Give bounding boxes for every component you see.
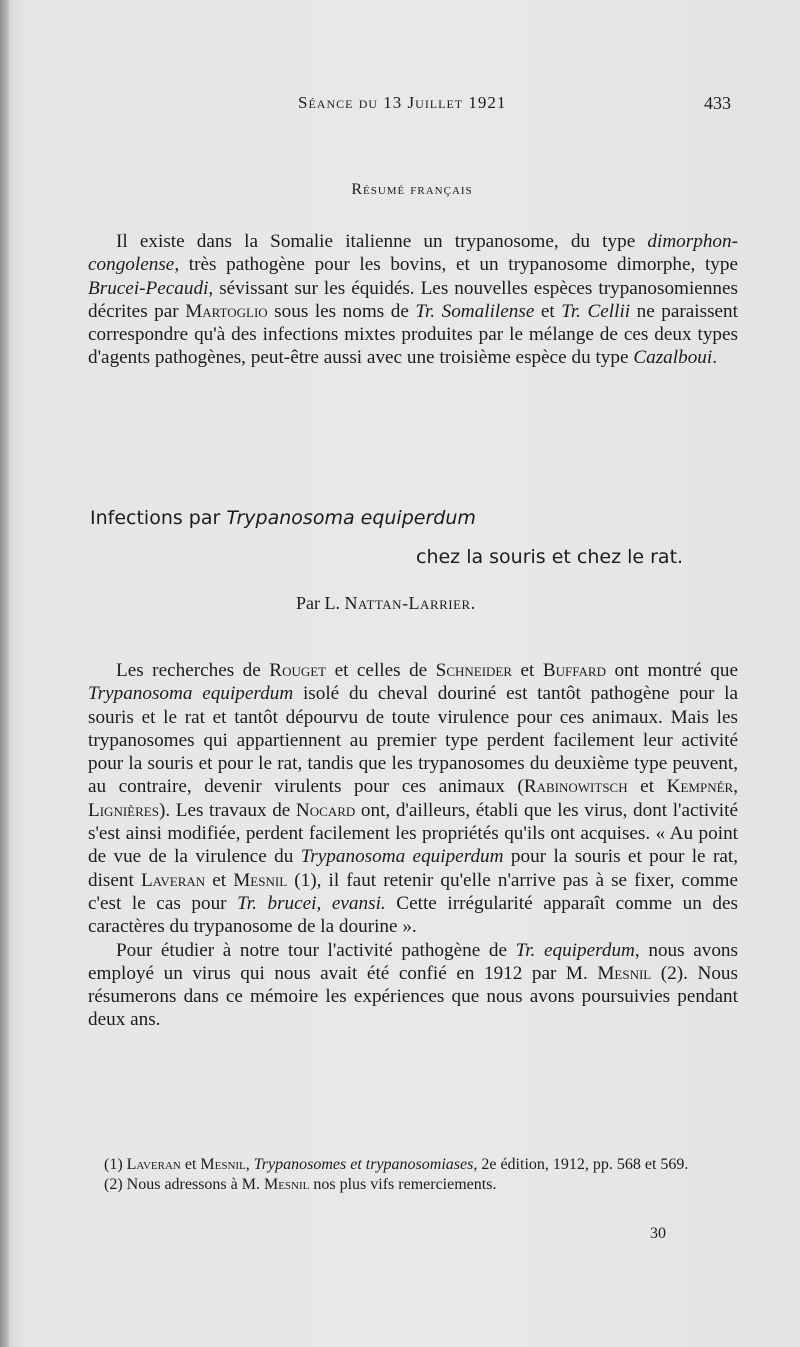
- resume-paragraph: [88, 230, 738, 370]
- footnote-2: (2) Nous adressons à M. Mesnil nos plus vifs remerciements.: [104, 1176, 497, 1193]
- running-head: [0, 93, 800, 119]
- running-head-title: Séance du 13 Juillet 1921: [298, 93, 507, 112]
- resume-text: Il existe dans la Somalie italienne un trypanosome, du type dimorphon-congolense, très pathogène pour les bovins, et un trypanosome dimorphe, type Brucei-Pecaudi, sévissant sur les équidés. Les nouvelles espèces trypanosomiennes décrites par Martoglio sous les noms de Tr. Somalilense et Tr. Cellii ne paraissent correspondre qu'à des infections mixtes produites par le mélange de ces deux types d'agents pathogènes, peut-être aussi avec une troisième espèce du type Cazalboui.: [88, 231, 738, 369]
- resume-heading: Résumé français: [351, 181, 473, 198]
- footnote-1: (1) Laveran et Mesnil, Trypanosomes et trypanosomiases, 2e édition, 1912, pp. 568 et 569.: [104, 1156, 689, 1173]
- article-title-line2: chez la souris et chez le rat.: [416, 546, 684, 568]
- article-byline: Par L. Nattan-Larrier.: [296, 593, 476, 613]
- body-paragraph-1: Les recherches de Rouget et celles de Schneider et Buffard ont montré que Trypanosoma equiperdum isolé du cheval douriné est tantôt pathogène pour la souris et le rat et tantôt dépourvu de toute virulence pour ces animaux. Mais les trypanosomes qui appartiennent au premier type perdent facilement leur activité pour la souris et pour le rat, tandis que les trypanosomes du deuxième type peuvent, au contraire, devenir virulents pour ces animaux (Rabinowitsch et Kempnér, Lignières). Les travaux de Nocard ont, d'ailleurs, établi que les virus, dont l'activité s'est ainsi modifiée, perdent facilement les propriétés qu'ils ont acquises. « Au point de vue de la virulence du Trypanosoma equiperdum pour la souris et pour le rat, disent Laveran et Mesnil (1), il faut retenir qu'elle n'arrive pas à se fixer, comme c'est le cas pour Tr. brucei, evansi. Cette irrégularité apparaît comme un des caractères du trypanosome de la dourine ».: [88, 660, 739, 938]
- footnotes: [88, 1155, 740, 1195]
- page-number: 433: [704, 93, 731, 113]
- body-paragraph-2: Pour étudier à notre tour l'activité pathogène de Tr. equiperdum, nous avons employé un virus qui nous avait été confié en 1912 par M. Mesnil (2). Nous résumerons dans ce mémoire les expériences que nous avons poursuivies pendant deux ans.: [88, 939, 738, 1031]
- article-body: [88, 659, 738, 1032]
- signature-mark: 30: [650, 1225, 666, 1242]
- page-binding-edge: [0, 0, 9, 1347]
- article-title: Infections par Trypanosoma equiperdum: [90, 507, 476, 529]
